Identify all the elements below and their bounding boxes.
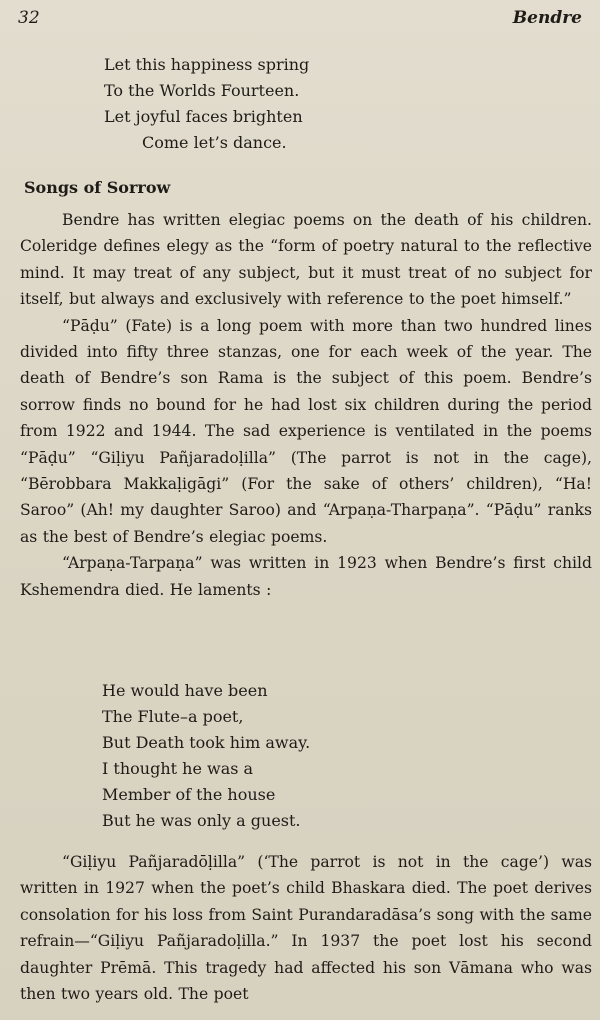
verse-line: He would have been bbox=[102, 681, 268, 700]
page-number: 32 bbox=[18, 8, 40, 28]
verse-line: I thought he was a bbox=[102, 759, 254, 778]
verse-line: To the Worlds Fourteen. bbox=[104, 81, 300, 100]
verse-block-lament bbox=[102, 678, 310, 834]
section-heading: Songs of Sorrow bbox=[24, 178, 171, 197]
paragraph: Bendre has written elegiac poems on the death of his children. Coleridge defines elegy as the “form of poetry natural to the reflective mind. It may treat of any subject, but it must treat of no subject for itself, but always and exclusively with reference to the poet himself.” bbox=[20, 211, 592, 309]
body-text-upper bbox=[20, 207, 592, 603]
verse-line: The Flute–a poet, bbox=[102, 707, 244, 726]
verse-line: But he was only a guest. bbox=[102, 811, 301, 830]
verse-line: Come let’s dance. bbox=[142, 133, 287, 152]
paragraph: “Pāḍu” (Fate) is a long poem with more than two hundred lines divided into fifty three stanzas, one for each week of the year. The death of Bendre’s son Rama is the subject of this poem. Bendre’s sorrow finds no bound for he had lost six children during the period from 1922 and 1944. The sad experience is ventilated in the poems “Pāḍu” “Giḷiyu Pañjaradoḷilla” (The parrot is not in the cage), “Bērobbara Makkaḷigāgi” (For the sake of others’ children), “Ha! Saroo” (Ah! my daughter Saroo) and “Arpaṇa-Tharpaṇa”. “Pāḍu” ranks as the best of Bendre’s elegiac poems. bbox=[20, 316, 592, 546]
verse-line: Member of the house bbox=[102, 785, 276, 804]
verse-line: Let this happiness spring bbox=[104, 55, 310, 74]
verse-line: But Death took him away. bbox=[102, 733, 311, 752]
paragraph: “Giḷiyu Pañjaradōḷilla” (‘The parrot is not in the cage’) was written in 1927 when the poet’s child Bhaskara died. The poet derives consolation for his loss from Saint Purandaradāsa’s song with the same refrain—“Giḷiyu Pañjaradoḷilla.” In 1937 the poet lost his second daughter Prēmā. This tragedy had affected his son Vāmana who was then two years old. The poet bbox=[20, 853, 592, 1004]
verse-block-dance bbox=[104, 52, 309, 156]
verse-line: Let joyful faces brighten bbox=[104, 107, 303, 126]
paragraph: “Arpaṇa-Tarpaṇa” was written in 1923 when Bendre’s first child Kshemendra died. He laments : bbox=[20, 554, 592, 599]
running-title: Bendre bbox=[512, 8, 582, 28]
body-text-lower bbox=[20, 849, 592, 1007]
